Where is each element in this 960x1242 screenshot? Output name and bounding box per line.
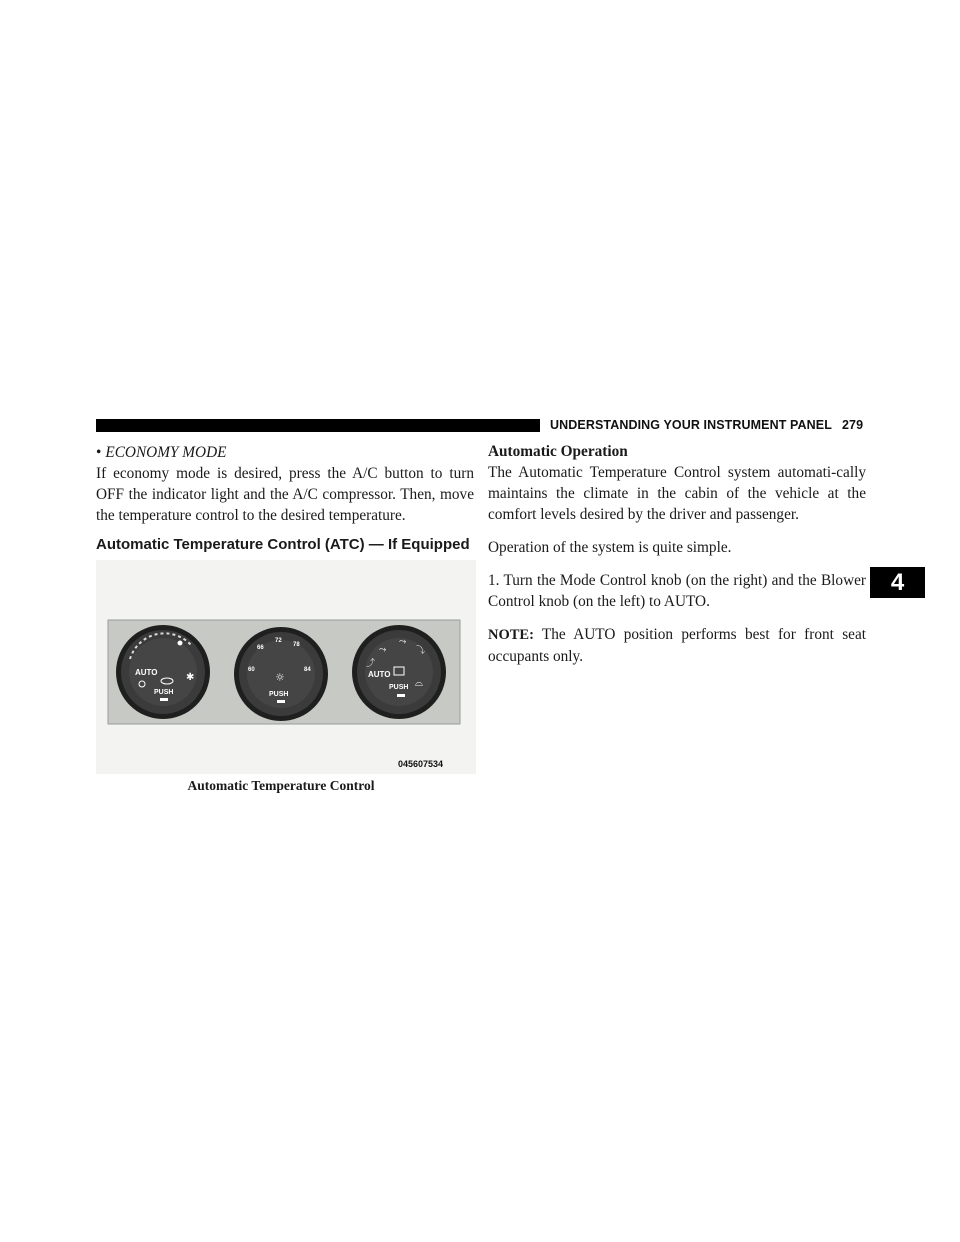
defrost-icon: ⌓ bbox=[415, 678, 423, 689]
right-column bbox=[488, 442, 866, 667]
floor-icon: ⤵ bbox=[416, 646, 426, 656]
atc-panel-illustration bbox=[96, 560, 476, 774]
mode-knob bbox=[352, 625, 446, 719]
temp-66: 66 bbox=[257, 645, 264, 651]
step-1: 1. Turn the Mode Control knob (on the right) and the Blower Control knob (on the left) to AUTO. bbox=[488, 572, 866, 610]
temp-72: 72 bbox=[275, 638, 282, 644]
running-header bbox=[550, 418, 863, 432]
temperature-knob bbox=[234, 627, 328, 721]
sun-icon: ☼ bbox=[275, 671, 285, 684]
simple-paragraph: Operation of the system is quite simple. bbox=[488, 539, 732, 556]
figure-caption: Automatic Temperature Control bbox=[187, 778, 375, 793]
push-label: PUSH bbox=[389, 684, 409, 691]
left-column bbox=[96, 442, 474, 794]
bilevel-icon: ⤳ bbox=[399, 637, 407, 647]
chapter-tab: 4 bbox=[870, 567, 925, 598]
header-title: UNDERSTANDING YOUR INSTRUMENT PANEL bbox=[550, 418, 832, 432]
note bbox=[488, 624, 866, 667]
economy-paragraph: If economy mode is desired, press the A/C button to turn OFF the indicator light and the A/C compressor. Then, move the temperature control to the desired temperature. bbox=[96, 465, 474, 524]
vent-icon: ⤴ bbox=[366, 659, 376, 669]
auto-label: AUTO bbox=[135, 668, 158, 677]
panel-vent-icon: ⤳ bbox=[379, 645, 387, 655]
atc-figure bbox=[96, 560, 476, 774]
fan-icon: ✱ bbox=[186, 672, 195, 683]
blower-knob bbox=[116, 625, 210, 719]
automatic-operation-heading: Automatic Operation bbox=[488, 443, 628, 460]
header-rule bbox=[96, 419, 540, 432]
temp-84: 84 bbox=[304, 667, 311, 673]
push-label: PUSH bbox=[269, 691, 289, 698]
auto-label: AUTO bbox=[368, 670, 391, 679]
temp-60: 60 bbox=[248, 667, 255, 673]
push-label: PUSH bbox=[154, 689, 174, 696]
note-label: NOTE: bbox=[488, 627, 534, 643]
figure-code: 045607534 bbox=[398, 759, 444, 769]
intro-paragraph: The Automatic Temperature Control system automati-cally maintains the climate in the cabin of the vehicle at the comfort levels desired by the driver and passenger. bbox=[488, 464, 866, 523]
temp-78: 78 bbox=[293, 642, 300, 648]
bullet-economy-mode: • ECONOMY MODE bbox=[96, 444, 227, 461]
atc-heading: Automatic Temperature Control (ATC) — If Equipped bbox=[96, 536, 470, 553]
note-text: The AUTO position performs best for front seat occupants only. bbox=[488, 626, 866, 665]
page-number: 279 bbox=[841, 418, 864, 432]
bullet-text: ECONOMY MODE bbox=[105, 444, 227, 461]
